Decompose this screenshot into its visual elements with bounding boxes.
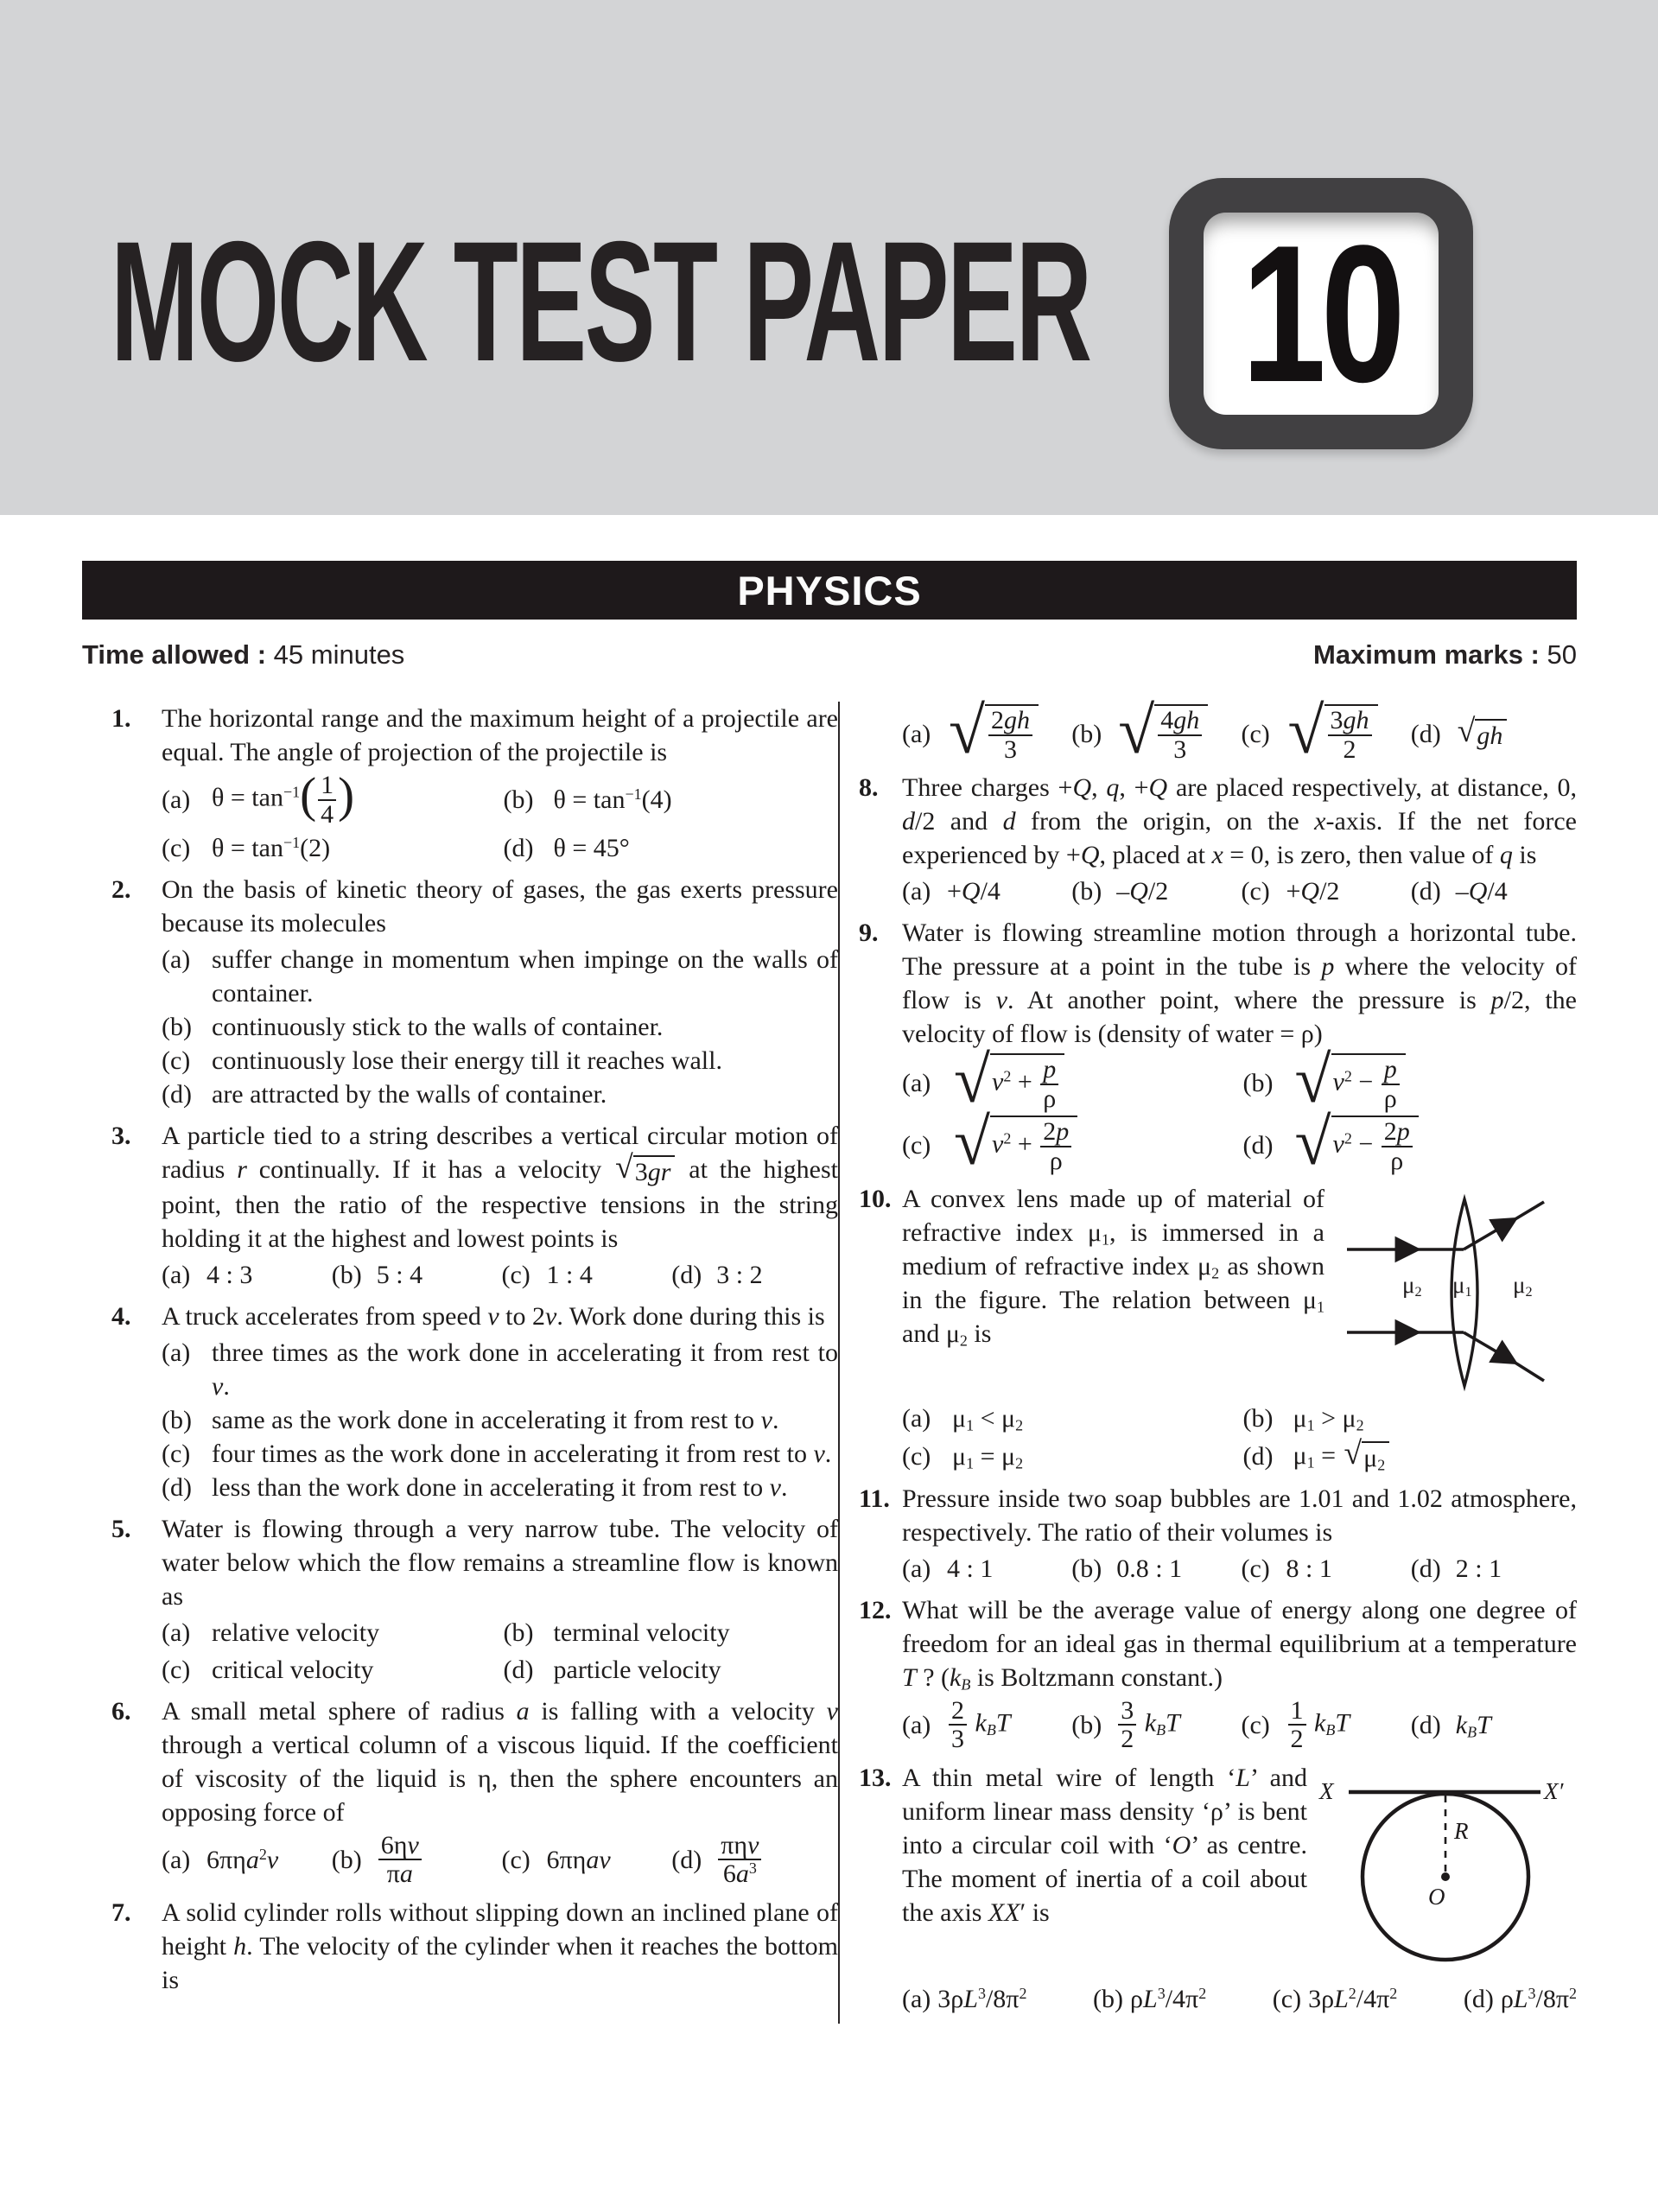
- question-number: [859, 702, 902, 763]
- option: [1071, 694, 1237, 767]
- question-text: A thin metal wire of length ‘L’ and uniform linear mass density ‘ρ’ is bent into a circular coil with ‘O’ as centre. The moment of inertia of a coil about the axis XX′ is: [902, 1763, 1307, 1927]
- question: [111, 873, 838, 1111]
- option-label: (c): [1241, 1710, 1270, 1739]
- question-body: [902, 771, 1577, 908]
- option-value: continuously stick to the walls of container.: [212, 1013, 664, 1041]
- question-number: 8.: [859, 773, 879, 802]
- question-body: [902, 1593, 1577, 1753]
- options: [162, 1336, 838, 1504]
- options: [162, 943, 838, 1111]
- option-label: (d): [1242, 1441, 1274, 1471]
- question: [111, 1119, 838, 1292]
- question-text: A convex lens made up of material of refractive index $\mu_1$, is immersed in a medium of refractive index $\mu_2$ as shown in the figure. The relation between $\mu_1$ and $\mu_2$ is: [902, 1185, 1324, 1350]
- option: [502, 1832, 669, 1888]
- option-value: $\theta = \tan^{-1}$( $\frac{1}{4}$ ): [212, 768, 355, 829]
- option-label: (d): [1410, 877, 1441, 906]
- option-label: (a): [162, 1260, 191, 1289]
- option-label: (c): [1241, 719, 1270, 748]
- option: [1411, 704, 1577, 763]
- section-title: PHYSICS: [737, 567, 922, 613]
- option-label: (b): [503, 1618, 534, 1647]
- option-label: (a): [162, 1618, 191, 1647]
- question-text: A small metal sphere of radius a is falling with a velocity v through a vertical column of a viscous liquid. If the coefficient of viscosity of the liquid is η, then the sphere encounters an opposing force of: [162, 1696, 838, 1827]
- option-label: (a): [902, 1554, 931, 1583]
- options: [162, 1258, 838, 1292]
- figure-label-mu2-left: $\mu_2$: [1402, 1272, 1422, 1300]
- question-number: 4.: [111, 1301, 131, 1331]
- option-value: –Q/4: [1455, 877, 1508, 906]
- option-label: (d): [1242, 1130, 1274, 1160]
- option: [902, 1043, 1236, 1116]
- question-number: 5.: [111, 1514, 131, 1543]
- option: [162, 1832, 328, 1888]
- option: [162, 1437, 838, 1471]
- figure-label-x: X: [1319, 1777, 1334, 1804]
- question: [111, 1300, 838, 1504]
- option-label: (b): [1071, 1710, 1102, 1739]
- left-column: [82, 702, 838, 2024]
- option-label: (a): [902, 1404, 931, 1433]
- option-value: √ $v^2$ + $\frac{2p}{\rho}$: [952, 1116, 1236, 1174]
- question-body: [162, 1300, 838, 1504]
- question-text: A solid cylinder rolls without slipping down an inclined plane of height h. The velocity of the cylinder when it reaches the bottom is: [162, 1897, 838, 1994]
- option: [1071, 1697, 1237, 1753]
- question: [111, 1896, 838, 1997]
- option-value: 6πηav: [546, 1845, 611, 1874]
- option-label: (d): [1410, 719, 1441, 748]
- option: [162, 1653, 497, 1687]
- option-value: critical velocity: [212, 1655, 374, 1684]
- option-value: $\frac{2}{3}$ $k_BT$: [947, 1697, 1068, 1753]
- question: [111, 1512, 838, 1687]
- option-value: $\frac{\text{πηv}}{6a^3}$: [716, 1832, 838, 1888]
- question-body: [162, 873, 838, 1111]
- option: [162, 1471, 838, 1504]
- option-label: (c): [162, 1655, 191, 1684]
- question-number: 1.: [111, 704, 131, 733]
- question: [859, 1482, 1577, 1586]
- figure-label-r: R: [1454, 1817, 1469, 1844]
- option-value: $\mu_1 < \mu_2$: [952, 1404, 1024, 1434]
- question-text: A truck accelerates from speed v to 2v. Work done during this is: [162, 1301, 825, 1331]
- option-label: (d): [1410, 1554, 1441, 1583]
- question-body: [162, 702, 838, 865]
- option-value: 1 : 4: [546, 1260, 593, 1289]
- question-number: 6.: [111, 1696, 131, 1726]
- option: [332, 1832, 499, 1888]
- option-value: √ $v^2$ − $\frac{2p}{\rho}$: [1293, 1116, 1578, 1174]
- option: [671, 1832, 838, 1888]
- question-body: [162, 1694, 838, 1888]
- option-value: $\mu_1 = \mu_2$: [952, 1441, 1024, 1472]
- option-label: (c): [501, 1260, 530, 1289]
- option-label: (c): [1241, 877, 1270, 906]
- question-number: 3.: [111, 1122, 131, 1150]
- option: [1071, 874, 1237, 908]
- lens-figure: [1337, 1185, 1577, 1400]
- question-text: On the basis of kinetic theory of gases, the gas exerts pressure because its molecules: [162, 875, 838, 938]
- option-value: $\frac{6\eta v}{\pi a}$: [377, 1832, 499, 1888]
- option-value: $\theta = \tan^{-1}(4)$: [553, 785, 672, 814]
- question-text: What will be the average value of energy along one degree of freedom for an ideal gas in thermal equilibrium at a temperature T ? ($k_B$ is Boltzmann constant.): [902, 1595, 1577, 1694]
- option-label: (a): [902, 877, 931, 906]
- ray-bottom-refracted-2: [1514, 1362, 1544, 1381]
- option: [902, 1697, 1068, 1753]
- question-number: 7.: [111, 1897, 131, 1927]
- question-area: [82, 694, 1578, 2024]
- meta-row: [82, 639, 1577, 671]
- option-value: $k_BT$: [1455, 1710, 1491, 1741]
- option-value: terminal velocity: [553, 1618, 730, 1647]
- question-number: 12.: [859, 1595, 892, 1624]
- option-value: four times as the work done in accelerating it from rest to v.: [212, 1439, 832, 1468]
- option: [1242, 1552, 1407, 1586]
- question-body: [902, 694, 1577, 767]
- option: [1243, 1402, 1578, 1435]
- coil-figure: [1318, 1763, 1577, 1980]
- option: [1273, 1982, 1397, 2016]
- option-label: (b): [331, 1260, 362, 1289]
- option-label: (b): [1242, 1068, 1274, 1097]
- coil-diagram: [1318, 1763, 1577, 1980]
- option: [902, 1402, 1236, 1435]
- masthead: [0, 0, 1658, 515]
- question-text: Water is flowing streamline motion through a horizontal tube. The pressure at a point in the tube is p where the velocity of flow is v. At another point, where the pressure is p/2, the velocity of flow is (density of water = ρ): [902, 918, 1577, 1048]
- option-value: √ gh: [1456, 716, 1577, 752]
- time-allowed: [82, 639, 404, 671]
- options: [902, 694, 1577, 767]
- options: [902, 874, 1577, 908]
- option-label: (c): [1272, 1984, 1302, 2013]
- option-label: (a): [902, 1068, 931, 1097]
- figure-label-x-prime: X′: [1544, 1777, 1564, 1804]
- paper-number: 10: [1242, 204, 1401, 423]
- question: [859, 1761, 1577, 2016]
- option: [1411, 1697, 1577, 1753]
- option: [902, 1105, 1236, 1179]
- option-value: 4 : 3: [206, 1260, 253, 1289]
- option-value: +Q/4: [947, 877, 1001, 906]
- question-text: Water is flowing through a very narrow tube. The velocity of water below which the flow remains a streamline flow is known as: [162, 1514, 838, 1611]
- option-value: relative velocity: [212, 1618, 380, 1647]
- section-bar: [82, 561, 1577, 620]
- option-label: (b): [162, 1013, 192, 1041]
- question-options-continued: [859, 694, 1577, 767]
- maximum-marks-value: 50: [1547, 639, 1577, 670]
- option: [902, 1439, 1236, 1474]
- option-label: (b): [1071, 719, 1102, 748]
- centre-dot: [1441, 1872, 1450, 1881]
- question-number: 13.: [859, 1763, 892, 1792]
- option: [1242, 1697, 1407, 1753]
- question: [111, 1694, 838, 1888]
- option-value: $3\rho L^2/4\pi^2$: [1308, 1984, 1398, 2013]
- question-body: [902, 1182, 1577, 1474]
- option: [504, 772, 839, 828]
- option: [1241, 694, 1407, 767]
- option-value: $3\rho L^3/8\pi^2$: [937, 1984, 1027, 2013]
- option: [162, 831, 497, 865]
- option: [504, 831, 839, 865]
- question-number: 2.: [111, 875, 131, 904]
- option-value: 8 : 1: [1286, 1554, 1332, 1583]
- time-allowed-value: 45 minutes: [273, 639, 405, 670]
- options: [902, 1552, 1577, 1586]
- question-text: Pressure inside two soap bubbles are 1.01 and 1.02 atmosphere, respectively. The ratio of their volumes is: [902, 1484, 1577, 1547]
- option-value: 6πηa$^2$v: [206, 1845, 279, 1874]
- option: [162, 1336, 838, 1403]
- question: [111, 702, 838, 865]
- option-label: (a): [902, 1710, 931, 1739]
- option-value: less than the work done in accelerating it from rest to v.: [212, 1472, 788, 1502]
- option-value: continuously lose their energy till it reaches wall.: [212, 1046, 722, 1075]
- option-value: +Q/2: [1286, 877, 1340, 906]
- option: [1242, 1043, 1578, 1116]
- option-label: (d): [503, 834, 534, 862]
- question: [859, 1182, 1577, 1474]
- option: [502, 1258, 669, 1292]
- option-value: 3 : 2: [716, 1260, 763, 1289]
- option-value: $\theta = \tan^{-1}(2)$: [212, 834, 331, 862]
- figure-label-o: O: [1428, 1883, 1445, 1910]
- option-label: (b): [162, 1405, 192, 1434]
- right-column: [859, 694, 1578, 2024]
- question-body: [162, 1896, 838, 1997]
- options: [902, 1402, 1577, 1474]
- option: [504, 1653, 839, 1687]
- option-label: (c): [162, 1046, 191, 1075]
- option-value: 2 : 1: [1455, 1554, 1502, 1583]
- time-allowed-label: Time allowed :: [82, 639, 267, 670]
- option-label: (c): [902, 1441, 931, 1471]
- option: [162, 1616, 497, 1649]
- option-value: same as the work done in accelerating it from rest to v.: [212, 1405, 779, 1434]
- question: [859, 1593, 1577, 1753]
- option-label: (b): [331, 1845, 362, 1874]
- question-body: [902, 916, 1577, 1179]
- column-divider: [838, 702, 840, 2024]
- option: [1464, 1982, 1577, 2016]
- options: [902, 1043, 1577, 1179]
- option-value: three times as the work done in accelerating it from rest to v.: [212, 1338, 838, 1401]
- question-text: The horizontal range and the maximum height of a projectile are equal. The angle of projection of the projectile is: [162, 704, 838, 766]
- options: [902, 1697, 1577, 1753]
- option-value: √ $v^2$ + $\frac{p}{\rho}$: [952, 1053, 1236, 1112]
- question-body: [902, 1482, 1577, 1586]
- option: [902, 874, 1068, 908]
- option-value: √ $v^2$ − $\frac{p}{\rho}$: [1293, 1053, 1578, 1112]
- option-value: 4 : 1: [947, 1554, 994, 1583]
- option-label: (c): [162, 1439, 191, 1468]
- option-value: suffer change in momentum when impinge on the walls of container.: [212, 945, 838, 1007]
- option-value: $\frac{3}{2}$ $k_BT$: [1116, 1697, 1237, 1753]
- options: [162, 1832, 838, 1888]
- question: [859, 916, 1577, 1179]
- option-label: (d): [1463, 1984, 1494, 2013]
- option-label: (d): [671, 1260, 702, 1289]
- option-label: (c): [902, 1130, 931, 1160]
- option-value: 0.8 : 1: [1116, 1554, 1183, 1583]
- option: [162, 1403, 838, 1437]
- page-title: MOCK TEST PAPER: [111, 206, 1090, 397]
- option: [504, 1616, 839, 1649]
- option-value: $\mu_1$ = √ $\mu_2$: [1293, 1439, 1578, 1474]
- option-value: –Q/2: [1116, 877, 1169, 906]
- options: [162, 1616, 838, 1687]
- option-label: (c): [501, 1845, 530, 1874]
- question-number: 10.: [859, 1185, 892, 1213]
- option-label: (a): [162, 945, 191, 974]
- option: [1411, 1552, 1577, 1586]
- option-value: are attracted by the walls of container.: [212, 1080, 607, 1109]
- option-label: (d): [1410, 1710, 1441, 1739]
- option-label: (a): [162, 1845, 191, 1874]
- option: [902, 1552, 1068, 1586]
- figure-label-mu1: $\mu_1$: [1452, 1272, 1472, 1300]
- option: [902, 1982, 1026, 2016]
- option-label: (b): [503, 785, 534, 814]
- option-value: 5 : 4: [376, 1260, 423, 1289]
- option-value: $\rho L^3/8\pi^2$: [1500, 1984, 1577, 2013]
- option-value: particle velocity: [553, 1655, 721, 1684]
- paper-number-badge-inner: [1204, 204, 1439, 423]
- maximum-marks-label: Maximum marks :: [1313, 639, 1540, 670]
- option: [671, 1258, 838, 1292]
- option: [1071, 1552, 1237, 1586]
- question-body: [162, 1512, 838, 1687]
- options: [902, 1982, 1577, 2016]
- option: [162, 1010, 838, 1044]
- option: [332, 1258, 499, 1292]
- option-value: $\frac{1}{2}$ $k_BT$: [1286, 1697, 1407, 1753]
- option: [1093, 1982, 1206, 2016]
- option-label: (d): [162, 1080, 192, 1109]
- option-value: $\mu_1 > \mu_2$: [1293, 1404, 1364, 1434]
- option-value: √ $\frac{4gh}{3}$: [1116, 704, 1237, 763]
- option-label: (a): [902, 1984, 931, 2013]
- option-value: √ $\frac{3gh}{2}$: [1286, 704, 1407, 763]
- option: [162, 943, 838, 1010]
- question-body: [902, 1761, 1577, 2016]
- ray-top-refracted-2: [1514, 1202, 1544, 1220]
- option: [1242, 874, 1407, 908]
- option: [902, 694, 1068, 767]
- option: [1242, 1105, 1578, 1179]
- option-value: √ $\frac{2gh}{3}$: [947, 704, 1068, 763]
- option-label: (a): [902, 719, 931, 748]
- question: [859, 771, 1577, 908]
- question-text: A particle tied to a string describes a vertical circular motion of radius r continually. If it has a velocity √ 3gr at the highest point, then the ratio of the respective tensions in the string holding it at the highest and lowest points is: [162, 1122, 838, 1253]
- option: [1242, 1436, 1578, 1474]
- paper-number-badge: [1169, 178, 1473, 449]
- option-label: (a): [162, 785, 191, 814]
- option-label: (d): [162, 1472, 192, 1502]
- option: [1411, 874, 1577, 908]
- option: [162, 1044, 838, 1077]
- option-label: (b): [1071, 1554, 1102, 1583]
- option-value: θ = 45°: [553, 834, 630, 862]
- maximum-marks: [1313, 639, 1577, 671]
- question-body: [162, 1119, 838, 1292]
- question-number: 11.: [859, 1484, 890, 1513]
- option-value: $\rho L^3/4\pi^2$: [1130, 1984, 1207, 2013]
- option: [162, 1077, 838, 1111]
- question-text: Three charges +Q, q, +Q are placed respectively, at distance, 0, d/2 and d from the origin, on the x-axis. If the net force experienced by +Q, placed at x = 0, is zero, then value of q is: [902, 773, 1578, 869]
- option-label: (a): [162, 1338, 191, 1367]
- option-label: (d): [503, 1655, 534, 1684]
- option-label: (b): [1071, 877, 1102, 906]
- options: [162, 768, 838, 865]
- option-label: (b): [1093, 1984, 1124, 2013]
- option-label: (b): [1242, 1404, 1274, 1433]
- option-label: (c): [162, 834, 191, 862]
- figure-label-mu2-right: $\mu_2$: [1513, 1272, 1533, 1300]
- option-label: (c): [1241, 1554, 1270, 1583]
- option-label: (d): [671, 1845, 702, 1874]
- option: [162, 768, 497, 829]
- question-number: 9.: [859, 918, 879, 947]
- option: [162, 1258, 328, 1292]
